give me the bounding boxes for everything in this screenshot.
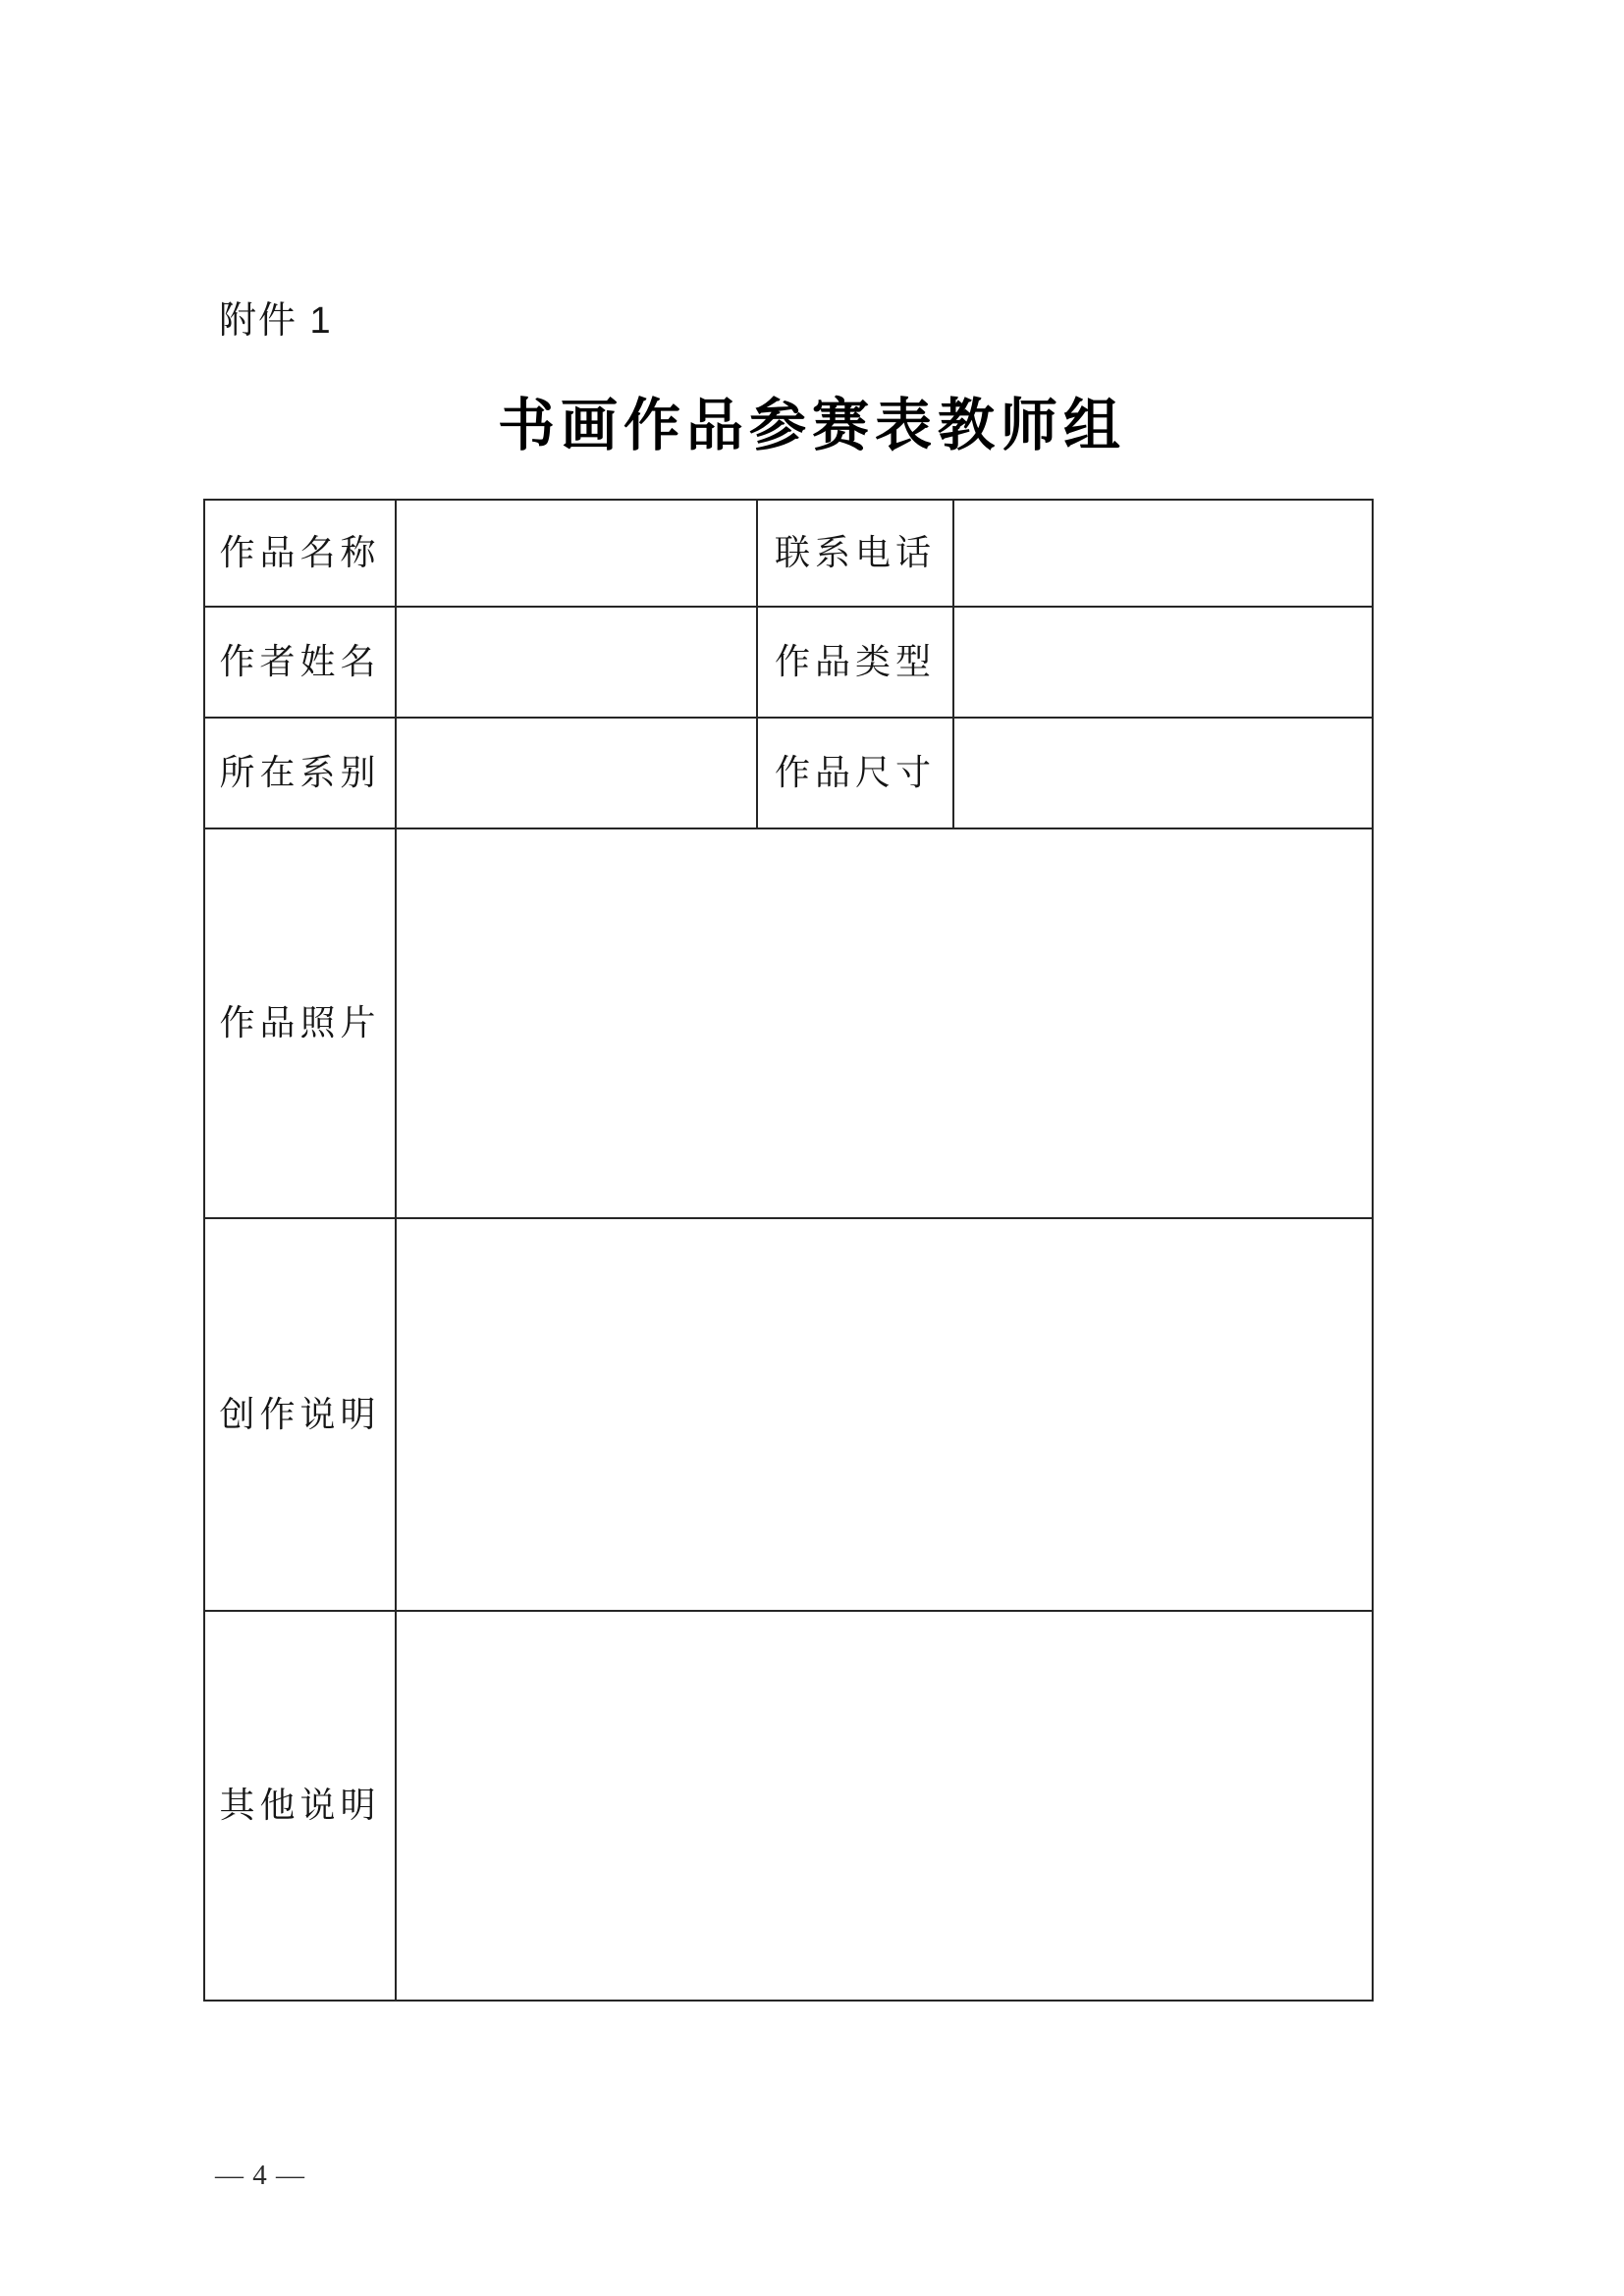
field-label-department: 所在系别 <box>204 718 396 828</box>
entry-form-table <box>203 499 1374 2002</box>
field-label-creation-description: 创作说明 <box>204 1218 396 1611</box>
field-input-creation-description[interactable] <box>396 1218 1373 1611</box>
field-label-work-size: 作品尺寸 <box>757 718 953 828</box>
field-input-contact-phone[interactable] <box>953 500 1373 607</box>
field-input-work-size[interactable] <box>953 718 1373 828</box>
field-input-author-name[interactable] <box>396 607 757 718</box>
table-row <box>204 1218 1373 1611</box>
field-label-other-notes: 其他说明 <box>204 1611 396 2001</box>
field-label-work-type: 作品类型 <box>757 607 953 718</box>
table-row <box>204 718 1373 828</box>
table-row <box>204 828 1373 1218</box>
field-label-work-title: 作品名称 <box>204 500 396 607</box>
field-input-work-title[interactable] <box>396 500 757 607</box>
field-label-author-name: 作者姓名 <box>204 607 396 718</box>
field-input-department[interactable] <box>396 718 757 828</box>
field-input-work-photo[interactable] <box>396 828 1373 1218</box>
table-row <box>204 607 1373 718</box>
field-label-work-photo: 作品照片 <box>204 828 396 1218</box>
page-number: — 4 — <box>215 2160 305 2191</box>
field-input-work-type[interactable] <box>953 607 1373 718</box>
table-row <box>204 500 1373 607</box>
attachment-label: 附件 1 <box>219 300 333 342</box>
table-row <box>204 1611 1373 2001</box>
form-title: 书画作品参赛表教师组 <box>497 394 1126 457</box>
field-label-contact-phone: 联系电话 <box>757 500 953 607</box>
field-input-other-notes[interactable] <box>396 1611 1373 2001</box>
